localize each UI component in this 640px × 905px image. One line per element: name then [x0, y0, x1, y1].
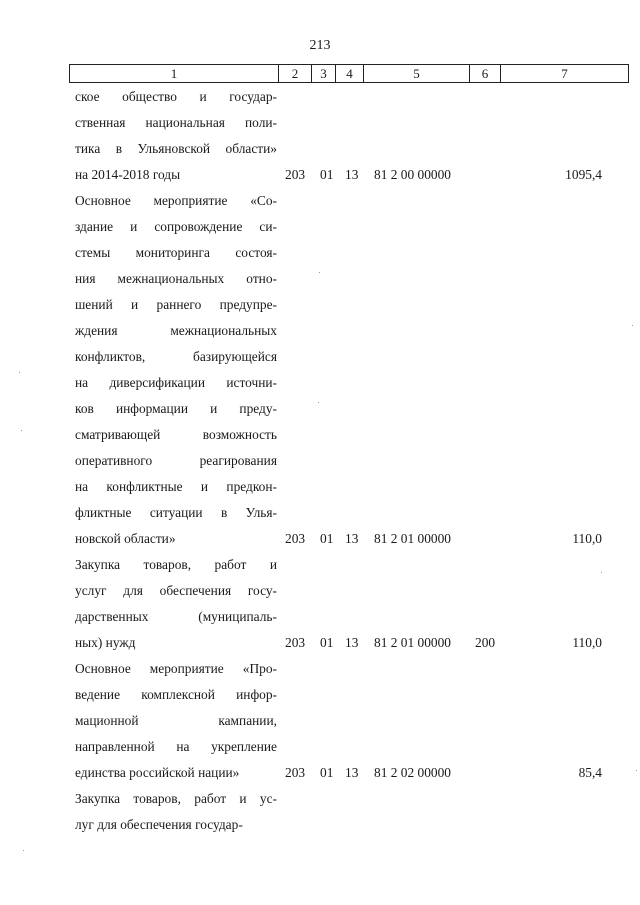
header-cell-3: 3: [312, 65, 336, 82]
row-name-line: ведение комплексной инфор-: [75, 687, 277, 702]
header-cell-1: 1: [70, 65, 279, 82]
row-name-line: конфликтов, базирующейся: [75, 349, 277, 364]
scan-speck: [21, 430, 22, 431]
row-name-line: услуг для обеспечения госу-: [75, 583, 277, 598]
row-name-line: ков информации и преду-: [75, 401, 277, 416]
row-c4-value: 13: [345, 531, 359, 546]
row-name-line: шений и раннего предупре-: [75, 297, 277, 312]
header-cell-6: 6: [470, 65, 501, 82]
row-name-line: здание и сопровождение си-: [75, 219, 277, 234]
row-name-line: на конфликтные и предкон-: [75, 479, 277, 494]
row-c3-value: 01: [320, 635, 334, 650]
row-name-line: стемы мониторинга состоя-: [75, 245, 277, 260]
header-cell-7: 7: [561, 66, 568, 81]
row-c5-value: 81 2 02 00000: [374, 765, 451, 780]
scan-speck: [318, 402, 319, 403]
header-cell-2: 2: [279, 65, 312, 82]
row-name-line: Закупка товаров, работ и ус-: [75, 791, 277, 806]
scan-speck: [19, 372, 20, 373]
row-name-line: ния межнациональных отно-: [75, 271, 277, 286]
header-cell-4: 4: [336, 65, 364, 82]
row-name-line: Закупка товаров, работ и: [75, 557, 277, 572]
scan-speck: [632, 325, 633, 326]
table-header-row: [69, 64, 629, 83]
scan-speck: [319, 272, 320, 273]
row-name-line: сматривающей возможность: [75, 427, 277, 442]
scan-speck: [23, 850, 24, 851]
row-c5-value: 81 2 00 00000: [374, 167, 451, 182]
row-c2-value: 203: [285, 531, 306, 546]
row-c5-value: 81 2 01 00000: [374, 531, 451, 546]
row-name-line: на 2014-2018 годы: [75, 167, 181, 182]
row-c2-value: 203: [285, 635, 306, 650]
row-name-line: ных) нужд: [75, 635, 136, 650]
row-name-line: новской области»: [75, 531, 176, 546]
header-cell-5: 5: [364, 65, 470, 82]
page-number: 213: [309, 38, 331, 53]
row-name-line: единства российской нации»: [75, 765, 240, 780]
row-c7-value: 110,0: [572, 531, 602, 546]
row-c5-value: 81 2 01 00000: [374, 635, 451, 650]
row-c2-value: 203: [285, 167, 306, 182]
row-name-line: Основное мероприятие «Про-: [75, 661, 277, 676]
row-c6-value: 200: [475, 635, 496, 650]
row-name-line: ждения межнациональных: [75, 323, 277, 338]
row-c3-value: 01: [320, 765, 334, 780]
row-name-line: луг для обеспечения государ-: [75, 817, 243, 832]
row-name-line: ское общество и государ-: [75, 89, 277, 104]
row-c4-value: 13: [345, 765, 359, 780]
row-name-line: дарственных (муниципаль-: [75, 609, 277, 624]
row-name-line: ственная национальная поли-: [75, 115, 277, 130]
row-c7-value: 85,4: [578, 765, 602, 780]
row-name-line: направленной на укрепление: [75, 739, 277, 754]
row-name-line: оперативного реагирования: [75, 453, 277, 468]
row-name-line: на диверсификации источни-: [75, 375, 277, 390]
row-c3-value: 01: [320, 531, 334, 546]
row-name-line: мационной кампании,: [75, 713, 277, 728]
row-c7-value: 110,0: [572, 635, 602, 650]
row-c7-value: 1095,4: [565, 167, 602, 182]
row-name-line: Основное мероприятие «Со-: [75, 193, 277, 208]
scan-speck: [601, 572, 602, 573]
row-c4-value: 13: [345, 635, 359, 650]
row-name-line: тика в Ульяновской области»: [75, 141, 277, 156]
row-c4-value: 13: [345, 167, 359, 182]
row-name-line: фликтные ситуации в Улья-: [75, 505, 277, 520]
row-c3-value: 01: [320, 167, 334, 182]
scan-speck: [636, 770, 637, 771]
row-c2-value: 203: [285, 765, 306, 780]
